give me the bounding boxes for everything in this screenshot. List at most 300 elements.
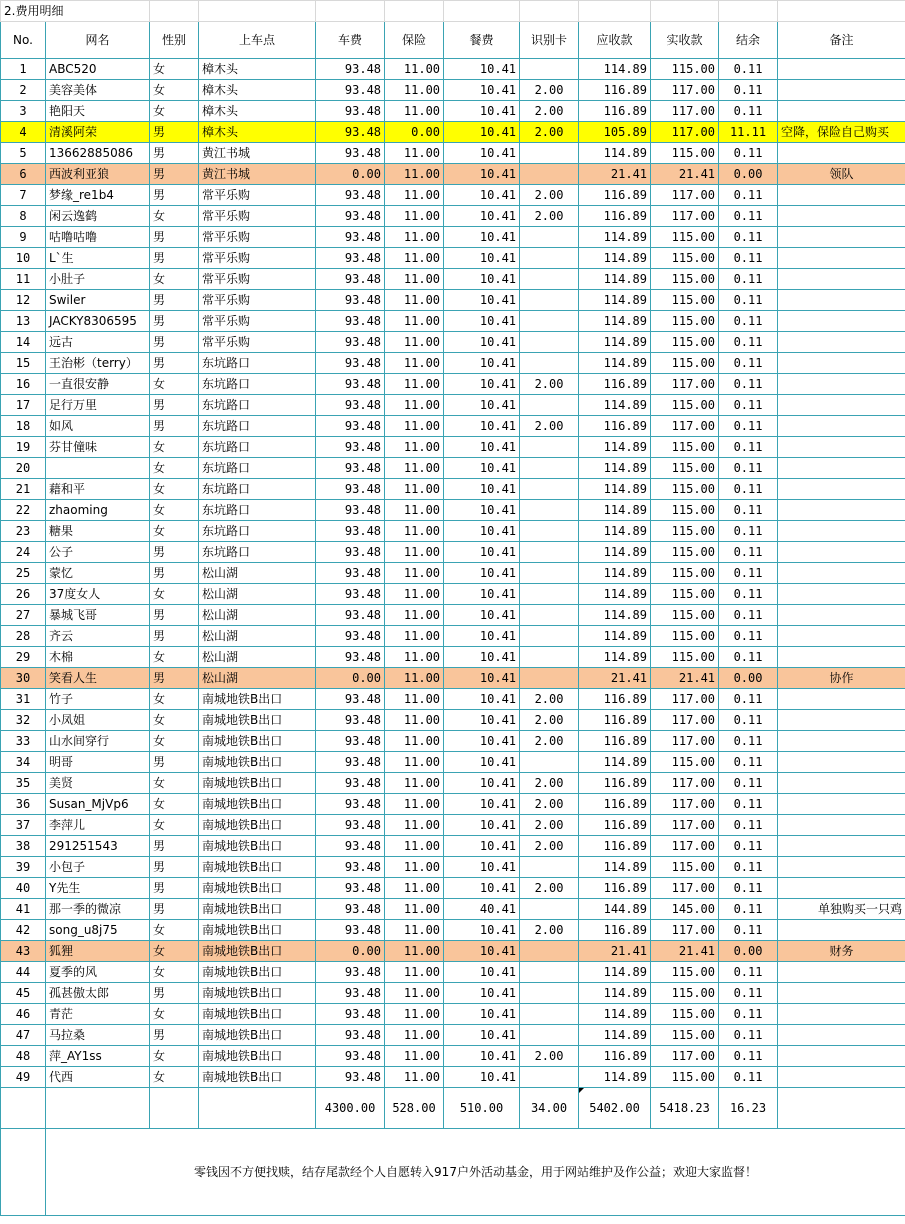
- cell-pickup[interactable]: 东坑路口: [199, 437, 316, 458]
- cell-receivable[interactable]: 116.89: [579, 185, 651, 206]
- cell-balance[interactable]: 0.11: [719, 500, 778, 521]
- cell-remark[interactable]: [778, 80, 905, 101]
- cell-meal[interactable]: 10.41: [444, 584, 520, 605]
- cell-insurance[interactable]: 11.00: [385, 416, 444, 437]
- cell-receivable[interactable]: 114.89: [579, 962, 651, 983]
- cell-nickname[interactable]: 如风: [46, 416, 150, 437]
- cell-gender[interactable]: 女: [150, 1004, 199, 1025]
- cell-gender[interactable]: 男: [150, 416, 199, 437]
- cell-id-card[interactable]: 2.00: [520, 773, 579, 794]
- cell-nickname[interactable]: 艳阳天: [46, 101, 150, 122]
- cell-receivable[interactable]: 114.89: [579, 521, 651, 542]
- cell-fare[interactable]: 93.48: [316, 59, 385, 80]
- cell-received[interactable]: 117.00: [651, 80, 719, 101]
- cell-fare[interactable]: 0.00: [316, 164, 385, 185]
- cell-pickup[interactable]: 南城地铁B出口: [199, 1067, 316, 1088]
- cell-received[interactable]: 115.00: [651, 311, 719, 332]
- cell-id-card[interactable]: 2.00: [520, 815, 579, 836]
- cell-received[interactable]: 115.00: [651, 332, 719, 353]
- cell-insurance[interactable]: 11.00: [385, 626, 444, 647]
- cell-id-card[interactable]: 2.00: [520, 731, 579, 752]
- cell-id-card[interactable]: [520, 353, 579, 374]
- cell-id-card[interactable]: 2.00: [520, 794, 579, 815]
- cell-pickup[interactable]: 常平乐购: [199, 269, 316, 290]
- cell-pickup[interactable]: 樟木头: [199, 122, 316, 143]
- cell-no[interactable]: 1: [1, 59, 46, 80]
- cell-no[interactable]: 40: [1, 878, 46, 899]
- cell-fare[interactable]: 93.48: [316, 185, 385, 206]
- cell-balance[interactable]: 0.11: [719, 290, 778, 311]
- cell-fare[interactable]: 0.00: [316, 668, 385, 689]
- cell-id-card[interactable]: [520, 248, 579, 269]
- cell-receivable[interactable]: 114.89: [579, 542, 651, 563]
- cell-receivable[interactable]: 114.89: [579, 857, 651, 878]
- cell-received[interactable]: 115.00: [651, 752, 719, 773]
- cell-meal[interactable]: 10.41: [444, 752, 520, 773]
- cell-fare[interactable]: 93.48: [316, 752, 385, 773]
- cell-no[interactable]: 37: [1, 815, 46, 836]
- cell-insurance[interactable]: 0.00: [385, 122, 444, 143]
- cell-nickname[interactable]: 藉和平: [46, 479, 150, 500]
- cell-fare[interactable]: 93.48: [316, 1067, 385, 1088]
- cell-id-card[interactable]: [520, 59, 579, 80]
- cell-gender[interactable]: 男: [150, 395, 199, 416]
- cell-remark[interactable]: [778, 479, 905, 500]
- cell-id-card[interactable]: [520, 1025, 579, 1046]
- cell-no[interactable]: 24: [1, 542, 46, 563]
- cell-fare[interactable]: 93.48: [316, 1025, 385, 1046]
- cell-insurance[interactable]: 11.00: [385, 185, 444, 206]
- cell-nickname[interactable]: 代西: [46, 1067, 150, 1088]
- cell-receivable[interactable]: 114.89: [579, 290, 651, 311]
- cell-nickname[interactable]: 青茫: [46, 1004, 150, 1025]
- cell-nickname[interactable]: 蒙忆: [46, 563, 150, 584]
- cell-pickup[interactable]: 南城地铁B出口: [199, 983, 316, 1004]
- cell-receivable[interactable]: 114.89: [579, 605, 651, 626]
- cell-fare[interactable]: 93.48: [316, 500, 385, 521]
- cell-receivable[interactable]: 116.89: [579, 731, 651, 752]
- cell-receivable[interactable]: 114.89: [579, 983, 651, 1004]
- total-id-card[interactable]: 34.00: [520, 1088, 579, 1129]
- cell-id-card[interactable]: [520, 752, 579, 773]
- cell-id-card[interactable]: 2.00: [520, 101, 579, 122]
- cell-insurance[interactable]: 11.00: [385, 647, 444, 668]
- cell-nickname[interactable]: 萍_AY1ss: [46, 1046, 150, 1067]
- cell-receivable[interactable]: 116.89: [579, 101, 651, 122]
- cell-received[interactable]: 115.00: [651, 962, 719, 983]
- cell-receivable[interactable]: 114.89: [579, 59, 651, 80]
- cell-pickup[interactable]: 松山湖: [199, 563, 316, 584]
- cell-nickname[interactable]: 闲云逸鹤: [46, 206, 150, 227]
- cell-insurance[interactable]: 11.00: [385, 290, 444, 311]
- cell-fare[interactable]: 93.48: [316, 353, 385, 374]
- cell-balance[interactable]: 0.00: [719, 164, 778, 185]
- cell-pickup[interactable]: 松山湖: [199, 668, 316, 689]
- cell-id-card[interactable]: 2.00: [520, 1046, 579, 1067]
- cell-receivable[interactable]: 116.89: [579, 773, 651, 794]
- cell-remark[interactable]: [778, 710, 905, 731]
- cell-no[interactable]: 32: [1, 710, 46, 731]
- cell-meal[interactable]: 10.41: [444, 395, 520, 416]
- cell-remark[interactable]: [778, 857, 905, 878]
- cell-gender[interactable]: 女: [150, 479, 199, 500]
- cell-pickup[interactable]: 松山湖: [199, 584, 316, 605]
- cell-receivable[interactable]: 114.89: [579, 626, 651, 647]
- cell-remark[interactable]: [778, 185, 905, 206]
- cell-receivable[interactable]: 116.89: [579, 689, 651, 710]
- cell-fare[interactable]: 93.48: [316, 80, 385, 101]
- cell-no[interactable]: 48: [1, 1046, 46, 1067]
- cell-meal[interactable]: 10.41: [444, 332, 520, 353]
- cell-insurance[interactable]: 11.00: [385, 59, 444, 80]
- cell-no[interactable]: 21: [1, 479, 46, 500]
- cell-receivable[interactable]: 114.89: [579, 584, 651, 605]
- cell-nickname[interactable]: 小包子: [46, 857, 150, 878]
- cell-meal[interactable]: 10.41: [444, 521, 520, 542]
- cell-no[interactable]: 27: [1, 605, 46, 626]
- cell-no[interactable]: 38: [1, 836, 46, 857]
- cell-balance[interactable]: 0.11: [719, 353, 778, 374]
- cell-remark[interactable]: [778, 311, 905, 332]
- cell-gender[interactable]: 男: [150, 542, 199, 563]
- cell-fare[interactable]: 93.48: [316, 983, 385, 1004]
- cell-no[interactable]: 44: [1, 962, 46, 983]
- cell-insurance[interactable]: 11.00: [385, 731, 444, 752]
- cell-meal[interactable]: 10.41: [444, 563, 520, 584]
- cell-receivable[interactable]: 116.89: [579, 815, 651, 836]
- cell-id-card[interactable]: 2.00: [520, 80, 579, 101]
- cell-balance[interactable]: 0.11: [719, 731, 778, 752]
- cell-id-card[interactable]: 2.00: [520, 920, 579, 941]
- cell-no[interactable]: 2: [1, 80, 46, 101]
- cell-meal[interactable]: 10.41: [444, 773, 520, 794]
- cell-pickup[interactable]: 东坑路口: [199, 479, 316, 500]
- cell-gender[interactable]: 男: [150, 605, 199, 626]
- cell-balance[interactable]: 0.11: [719, 479, 778, 500]
- header-received[interactable]: 实收款: [651, 22, 719, 59]
- cell-received[interactable]: 117.00: [651, 1046, 719, 1067]
- cell-nickname[interactable]: Y先生: [46, 878, 150, 899]
- cell-insurance[interactable]: 11.00: [385, 899, 444, 920]
- cell-remark[interactable]: [778, 647, 905, 668]
- cell-id-card[interactable]: 2.00: [520, 689, 579, 710]
- cell-insurance[interactable]: 11.00: [385, 458, 444, 479]
- cell-nickname[interactable]: 孤甚傲太郎: [46, 983, 150, 1004]
- cell-balance[interactable]: 11.11: [719, 122, 778, 143]
- cell-nickname[interactable]: 一直很安静: [46, 374, 150, 395]
- cell-gender[interactable]: 男: [150, 122, 199, 143]
- cell-received[interactable]: 115.00: [651, 1067, 719, 1088]
- cell-gender[interactable]: 女: [150, 1067, 199, 1088]
- cell-remark[interactable]: [778, 206, 905, 227]
- cell-id-card[interactable]: [520, 668, 579, 689]
- cell-received[interactable]: 115.00: [651, 59, 719, 80]
- cell-fare[interactable]: 93.48: [316, 563, 385, 584]
- cell-insurance[interactable]: 11.00: [385, 542, 444, 563]
- cell-receivable[interactable]: 114.89: [579, 269, 651, 290]
- cell-fare[interactable]: 93.48: [316, 773, 385, 794]
- cell-nickname[interactable]: zhaoming: [46, 500, 150, 521]
- cell-id-card[interactable]: [520, 1067, 579, 1088]
- cell-fare[interactable]: 93.48: [316, 857, 385, 878]
- cell-nickname[interactable]: 37度女人: [46, 584, 150, 605]
- cell-id-card[interactable]: [520, 332, 579, 353]
- cell-pickup[interactable]: 常平乐购: [199, 332, 316, 353]
- cell-balance[interactable]: 0.11: [719, 80, 778, 101]
- cell-remark[interactable]: [778, 458, 905, 479]
- cell-pickup[interactable]: 南城地铁B出口: [199, 920, 316, 941]
- cell-meal[interactable]: 10.41: [444, 941, 520, 962]
- cell-remark[interactable]: [778, 1046, 905, 1067]
- cell-gender[interactable]: 女: [150, 500, 199, 521]
- cell-remark[interactable]: [778, 983, 905, 1004]
- cell-received[interactable]: 115.00: [651, 647, 719, 668]
- cell-pickup[interactable]: 东坑路口: [199, 416, 316, 437]
- cell-balance[interactable]: 0.11: [719, 101, 778, 122]
- cell-pickup[interactable]: 樟木头: [199, 101, 316, 122]
- cell-insurance[interactable]: 11.00: [385, 206, 444, 227]
- cell-insurance[interactable]: 11.00: [385, 773, 444, 794]
- cell-balance[interactable]: 0.11: [719, 1004, 778, 1025]
- cell-remark[interactable]: [778, 1025, 905, 1046]
- cell-no[interactable]: 8: [1, 206, 46, 227]
- cell-balance[interactable]: 0.11: [719, 920, 778, 941]
- cell-nickname[interactable]: Swiler: [46, 290, 150, 311]
- cell-receivable[interactable]: 114.89: [579, 437, 651, 458]
- cell-pickup[interactable]: 东坑路口: [199, 458, 316, 479]
- cell-pickup[interactable]: 南城地铁B出口: [199, 794, 316, 815]
- cell-nickname[interactable]: 咕噜咕噜: [46, 227, 150, 248]
- cell-fare[interactable]: 93.48: [316, 479, 385, 500]
- cell-pickup[interactable]: 松山湖: [199, 626, 316, 647]
- cell-fare[interactable]: 93.48: [316, 206, 385, 227]
- cell-pickup[interactable]: 东坑路口: [199, 542, 316, 563]
- cell-gender[interactable]: 女: [150, 59, 199, 80]
- cell-balance[interactable]: 0.11: [719, 458, 778, 479]
- cell-gender[interactable]: 女: [150, 773, 199, 794]
- cell-remark[interactable]: [778, 353, 905, 374]
- cell-meal[interactable]: 10.41: [444, 437, 520, 458]
- cell-nickname[interactable]: 竹子: [46, 689, 150, 710]
- cell-received[interactable]: 21.41: [651, 941, 719, 962]
- cell-gender[interactable]: 男: [150, 899, 199, 920]
- cell-balance[interactable]: 0.11: [719, 437, 778, 458]
- cell-insurance[interactable]: 11.00: [385, 857, 444, 878]
- cell-received[interactable]: 117.00: [651, 122, 719, 143]
- cell-pickup[interactable]: 南城地铁B出口: [199, 941, 316, 962]
- cell-receivable[interactable]: 114.89: [579, 311, 651, 332]
- cell-no[interactable]: 36: [1, 794, 46, 815]
- cell-fare[interactable]: 93.48: [316, 794, 385, 815]
- cell-balance[interactable]: 0.11: [719, 794, 778, 815]
- cell-insurance[interactable]: 11.00: [385, 668, 444, 689]
- cell-receivable[interactable]: 116.89: [579, 794, 651, 815]
- cell-insurance[interactable]: 11.00: [385, 311, 444, 332]
- cell-no[interactable]: 4: [1, 122, 46, 143]
- cell-nickname[interactable]: 狐狸: [46, 941, 150, 962]
- cell-insurance[interactable]: 11.00: [385, 941, 444, 962]
- cell-received[interactable]: 115.00: [651, 143, 719, 164]
- cell-insurance[interactable]: 11.00: [385, 920, 444, 941]
- cell-no[interactable]: 28: [1, 626, 46, 647]
- total-receivable[interactable]: 5402.00: [579, 1088, 651, 1129]
- cell-no[interactable]: 19: [1, 437, 46, 458]
- cell-no[interactable]: 43: [1, 941, 46, 962]
- cell-meal[interactable]: 10.41: [444, 227, 520, 248]
- cell-no[interactable]: 13: [1, 311, 46, 332]
- cell-nickname[interactable]: 美贤: [46, 773, 150, 794]
- cell-received[interactable]: 115.00: [651, 269, 719, 290]
- cell-id-card[interactable]: [520, 269, 579, 290]
- cell-insurance[interactable]: 11.00: [385, 815, 444, 836]
- cell-gender[interactable]: 女: [150, 1046, 199, 1067]
- cell-pickup[interactable]: 南城地铁B出口: [199, 1046, 316, 1067]
- cell-receivable[interactable]: 114.89: [579, 479, 651, 500]
- cell-meal[interactable]: 10.41: [444, 353, 520, 374]
- header-gender[interactable]: 性别: [150, 22, 199, 59]
- cell-remark[interactable]: [778, 626, 905, 647]
- cell-nickname[interactable]: 木棉: [46, 647, 150, 668]
- cell-gender[interactable]: 女: [150, 815, 199, 836]
- cell-balance[interactable]: 0.11: [719, 521, 778, 542]
- cell-balance[interactable]: 0.11: [719, 143, 778, 164]
- cell-pickup[interactable]: 南城地铁B出口: [199, 731, 316, 752]
- header-no[interactable]: No.: [1, 22, 46, 59]
- cell-received[interactable]: 115.00: [651, 227, 719, 248]
- cell-gender[interactable]: 女: [150, 80, 199, 101]
- cell-remark[interactable]: 空降，保险自己购买: [778, 122, 905, 143]
- cell-gender[interactable]: 男: [150, 983, 199, 1004]
- cell-gender[interactable]: 男: [150, 878, 199, 899]
- cell-gender[interactable]: 女: [150, 941, 199, 962]
- cell-fare[interactable]: 93.48: [316, 689, 385, 710]
- cell-meal[interactable]: 10.41: [444, 668, 520, 689]
- cell-fare[interactable]: 93.48: [316, 227, 385, 248]
- cell-received[interactable]: 117.00: [651, 836, 719, 857]
- cell-no[interactable]: 22: [1, 500, 46, 521]
- cell-insurance[interactable]: 11.00: [385, 836, 444, 857]
- cell-received[interactable]: 115.00: [651, 479, 719, 500]
- cell-no[interactable]: 5: [1, 143, 46, 164]
- cell-id-card[interactable]: [520, 437, 579, 458]
- cell-insurance[interactable]: 11.00: [385, 605, 444, 626]
- cell-gender[interactable]: 女: [150, 962, 199, 983]
- cell-receivable[interactable]: 116.89: [579, 878, 651, 899]
- cell-nickname[interactable]: ABC520: [46, 59, 150, 80]
- cell-insurance[interactable]: 11.00: [385, 164, 444, 185]
- cell-received[interactable]: 115.00: [651, 857, 719, 878]
- cell-insurance[interactable]: 11.00: [385, 101, 444, 122]
- cell-id-card[interactable]: 2.00: [520, 374, 579, 395]
- cell-pickup[interactable]: 东坑路口: [199, 353, 316, 374]
- cell-receivable[interactable]: 21.41: [579, 668, 651, 689]
- cell-gender[interactable]: 男: [150, 836, 199, 857]
- cell-balance[interactable]: 0.11: [719, 857, 778, 878]
- cell-balance[interactable]: 0.11: [719, 206, 778, 227]
- header-nickname[interactable]: 网名: [46, 22, 150, 59]
- cell-received[interactable]: 115.00: [651, 983, 719, 1004]
- cell-fare[interactable]: 93.48: [316, 962, 385, 983]
- cell-insurance[interactable]: 11.00: [385, 1004, 444, 1025]
- cell-gender[interactable]: 女: [150, 731, 199, 752]
- cell-nickname[interactable]: 西波利亚狼: [46, 164, 150, 185]
- cell-no[interactable]: 9: [1, 227, 46, 248]
- cell-id-card[interactable]: 2.00: [520, 185, 579, 206]
- cell-meal[interactable]: 10.41: [444, 731, 520, 752]
- cell-receivable[interactable]: 105.89: [579, 122, 651, 143]
- cell-id-card[interactable]: 2.00: [520, 416, 579, 437]
- cell-nickname[interactable]: song_u8j75: [46, 920, 150, 941]
- cell-remark[interactable]: [778, 437, 905, 458]
- cell-meal[interactable]: 10.41: [444, 458, 520, 479]
- cell-remark[interactable]: [778, 605, 905, 626]
- cell-nickname[interactable]: 清溪阿荣: [46, 122, 150, 143]
- cell-pickup[interactable]: 南城地铁B出口: [199, 836, 316, 857]
- cell-gender[interactable]: 男: [150, 752, 199, 773]
- cell-pickup[interactable]: 南城地铁B出口: [199, 857, 316, 878]
- cell-meal[interactable]: 10.41: [444, 374, 520, 395]
- cell-remark[interactable]: [778, 143, 905, 164]
- cell-fare[interactable]: 93.48: [316, 836, 385, 857]
- cell-remark[interactable]: [778, 59, 905, 80]
- cell-id-card[interactable]: [520, 605, 579, 626]
- header-balance[interactable]: 结余: [719, 22, 778, 59]
- cell-fare[interactable]: 93.48: [316, 605, 385, 626]
- cell-nickname[interactable]: 291251543: [46, 836, 150, 857]
- cell-balance[interactable]: 0.11: [719, 1025, 778, 1046]
- cell-gender[interactable]: 女: [150, 521, 199, 542]
- cell-fare[interactable]: 93.48: [316, 878, 385, 899]
- cell-insurance[interactable]: 11.00: [385, 80, 444, 101]
- cell-received[interactable]: 115.00: [651, 626, 719, 647]
- cell-remark[interactable]: [778, 731, 905, 752]
- cell-remark[interactable]: [778, 332, 905, 353]
- cell-no[interactable]: 46: [1, 1004, 46, 1025]
- cell-gender[interactable]: 男: [150, 185, 199, 206]
- cell-receivable[interactable]: 114.89: [579, 1004, 651, 1025]
- cell-no[interactable]: 11: [1, 269, 46, 290]
- cell-remark[interactable]: [778, 248, 905, 269]
- cell-no[interactable]: 7: [1, 185, 46, 206]
- cell-balance[interactable]: 0.11: [719, 1046, 778, 1067]
- cell-balance[interactable]: 0.11: [719, 605, 778, 626]
- cell-fare[interactable]: 93.48: [316, 815, 385, 836]
- cell-id-card[interactable]: [520, 458, 579, 479]
- cell-pickup[interactable]: 东坑路口: [199, 374, 316, 395]
- cell-fare[interactable]: 93.48: [316, 290, 385, 311]
- cell-id-card[interactable]: [520, 227, 579, 248]
- cell-balance[interactable]: 0.11: [719, 227, 778, 248]
- cell-fare[interactable]: 93.48: [316, 1004, 385, 1025]
- cell-balance[interactable]: 0.11: [719, 332, 778, 353]
- cell-nickname[interactable]: 公子: [46, 542, 150, 563]
- cell-insurance[interactable]: 11.00: [385, 353, 444, 374]
- cell-nickname[interactable]: 笑看人生: [46, 668, 150, 689]
- cell-meal[interactable]: 10.41: [444, 962, 520, 983]
- cell-receivable[interactable]: 116.89: [579, 416, 651, 437]
- cell-fare[interactable]: 93.48: [316, 332, 385, 353]
- cell-balance[interactable]: 0.11: [719, 899, 778, 920]
- cell-receivable[interactable]: 114.89: [579, 1025, 651, 1046]
- cell-gender[interactable]: 男: [150, 857, 199, 878]
- cell-nickname[interactable]: 小凤姐: [46, 710, 150, 731]
- cell-nickname[interactable]: L`生: [46, 248, 150, 269]
- cell-insurance[interactable]: 11.00: [385, 248, 444, 269]
- cell-id-card[interactable]: [520, 290, 579, 311]
- header-meal[interactable]: 餐费: [444, 22, 520, 59]
- cell-receivable[interactable]: 114.89: [579, 500, 651, 521]
- cell-no[interactable]: 33: [1, 731, 46, 752]
